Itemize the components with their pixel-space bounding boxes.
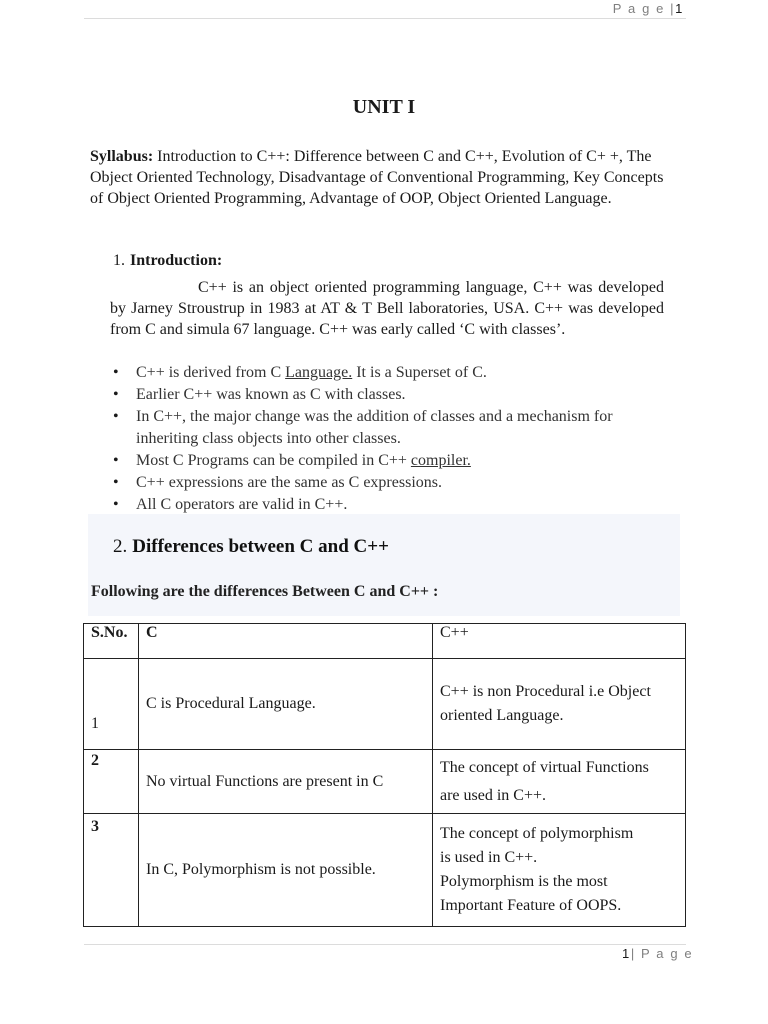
footer-page-digit: 1 bbox=[622, 946, 631, 961]
list-item bbox=[110, 450, 670, 472]
header-page-number bbox=[613, 1, 684, 16]
intro-indent bbox=[110, 279, 198, 296]
cell-cpp-line: oriented Language. bbox=[440, 707, 564, 724]
cell-cpp bbox=[433, 659, 686, 750]
section-1-title: Introduction: bbox=[130, 252, 223, 269]
cell-cpp-line: The concept of virtual Functions bbox=[440, 758, 649, 776]
language-link[interactable]: Language. bbox=[285, 364, 353, 381]
footer-separator: | bbox=[630, 946, 636, 961]
bullet-text-tail: It is a Superset of C. bbox=[352, 364, 487, 381]
intro-paragraph bbox=[110, 277, 664, 340]
bullet-text: All C operators are valid in C++. bbox=[136, 495, 348, 513]
section-2-title: Differences between C and C++ bbox=[132, 536, 389, 557]
bullet-icon: • bbox=[113, 364, 119, 381]
footer-rule bbox=[84, 944, 686, 945]
header-page-digit: 1 bbox=[675, 1, 684, 16]
list-item bbox=[110, 362, 670, 384]
cell-c: C is Procedural Language. bbox=[139, 659, 433, 750]
cell-sno: 2 bbox=[84, 750, 139, 814]
syllabus bbox=[90, 146, 670, 209]
section-1-heading bbox=[113, 252, 222, 270]
comparison-table bbox=[83, 623, 686, 927]
cell-cpp-line: is used in C++. bbox=[440, 849, 538, 866]
bullet-icon: • bbox=[113, 408, 119, 425]
bullet-text: C++ is derived from C bbox=[136, 364, 286, 381]
header-separator: | bbox=[670, 1, 676, 16]
footer-page-word: P a g e bbox=[641, 946, 694, 961]
section-2-intro: Following are the differences Between C and C++ : bbox=[91, 583, 439, 600]
syllabus-text: Introduction to C++: Difference between C and C++, Evolution of C+ +, The Object Oriented Technology, Disadvantage of Conventional Programming, Key Concepts of Object Oriented Programming, Advantage of OOP, Object Oriented Language. bbox=[90, 148, 664, 207]
bullet-icon: • bbox=[113, 473, 119, 491]
cell-c: In C, Polymorphism is not possible. bbox=[139, 814, 433, 927]
cell-cpp-line: Polymorphism is the most bbox=[440, 873, 608, 890]
section-2-heading bbox=[113, 536, 389, 558]
bullet-text: Most C Programs can be compiled in C++ bbox=[136, 451, 411, 469]
bullet-icon: • bbox=[113, 451, 119, 469]
page-title: UNIT I bbox=[352, 96, 416, 118]
cell-cpp bbox=[433, 750, 686, 814]
cell-c: No virtual Functions are present in C bbox=[139, 750, 433, 814]
bullet-text: Earlier C++ was known as C with classes. bbox=[136, 386, 406, 403]
bullet-text: In C++, the major change was the addition of classes and a mechanism for inheriting class objects into other classes. bbox=[136, 408, 613, 447]
cell-cpp-line: The concept of polymorphism bbox=[440, 825, 634, 842]
bullet-text: C++ expressions are the same as C expressions. bbox=[136, 473, 442, 491]
header-page-word: P a g e bbox=[612, 1, 665, 16]
cell-cpp-line: Important Feature of OOPS. bbox=[440, 897, 622, 914]
bullet-icon: • bbox=[113, 386, 119, 403]
header-cpp: C++ bbox=[433, 624, 686, 659]
intro-text: C++ is an object oriented programming language, C++ was developed by Jarney Stroustrup in 1983 at AT & T Bell laboratories, USA. C++ was developed from C and simula 67 language. C++ was early called ‘C with classes’. bbox=[110, 279, 664, 338]
cell-sno: 1 bbox=[84, 659, 139, 750]
cell-cpp-line: are used in C++. bbox=[440, 786, 547, 804]
list-item bbox=[110, 384, 670, 406]
header-c: C bbox=[139, 624, 433, 659]
table-row bbox=[84, 814, 686, 927]
header-rule bbox=[84, 18, 686, 19]
table-row bbox=[84, 750, 686, 814]
list-item bbox=[110, 472, 670, 494]
table-header-row bbox=[84, 624, 686, 659]
syllabus-label: Syllabus: bbox=[90, 148, 154, 165]
table-row bbox=[84, 659, 686, 750]
cell-cpp bbox=[433, 814, 686, 927]
section-2-number: 2. bbox=[113, 536, 128, 557]
section-1-number: 1. bbox=[113, 252, 125, 269]
compiler-link[interactable]: compiler. bbox=[410, 451, 471, 469]
footer-page-number bbox=[622, 946, 693, 961]
header-sno: S.No. bbox=[84, 624, 139, 659]
cell-sno: 3 bbox=[84, 814, 139, 927]
list-item bbox=[110, 494, 670, 516]
list-item bbox=[110, 406, 670, 449]
cell-cpp-line: C++ is non Procedural i.e Object bbox=[440, 683, 651, 700]
bullet-icon: • bbox=[113, 495, 119, 513]
bullet-list bbox=[110, 362, 670, 516]
